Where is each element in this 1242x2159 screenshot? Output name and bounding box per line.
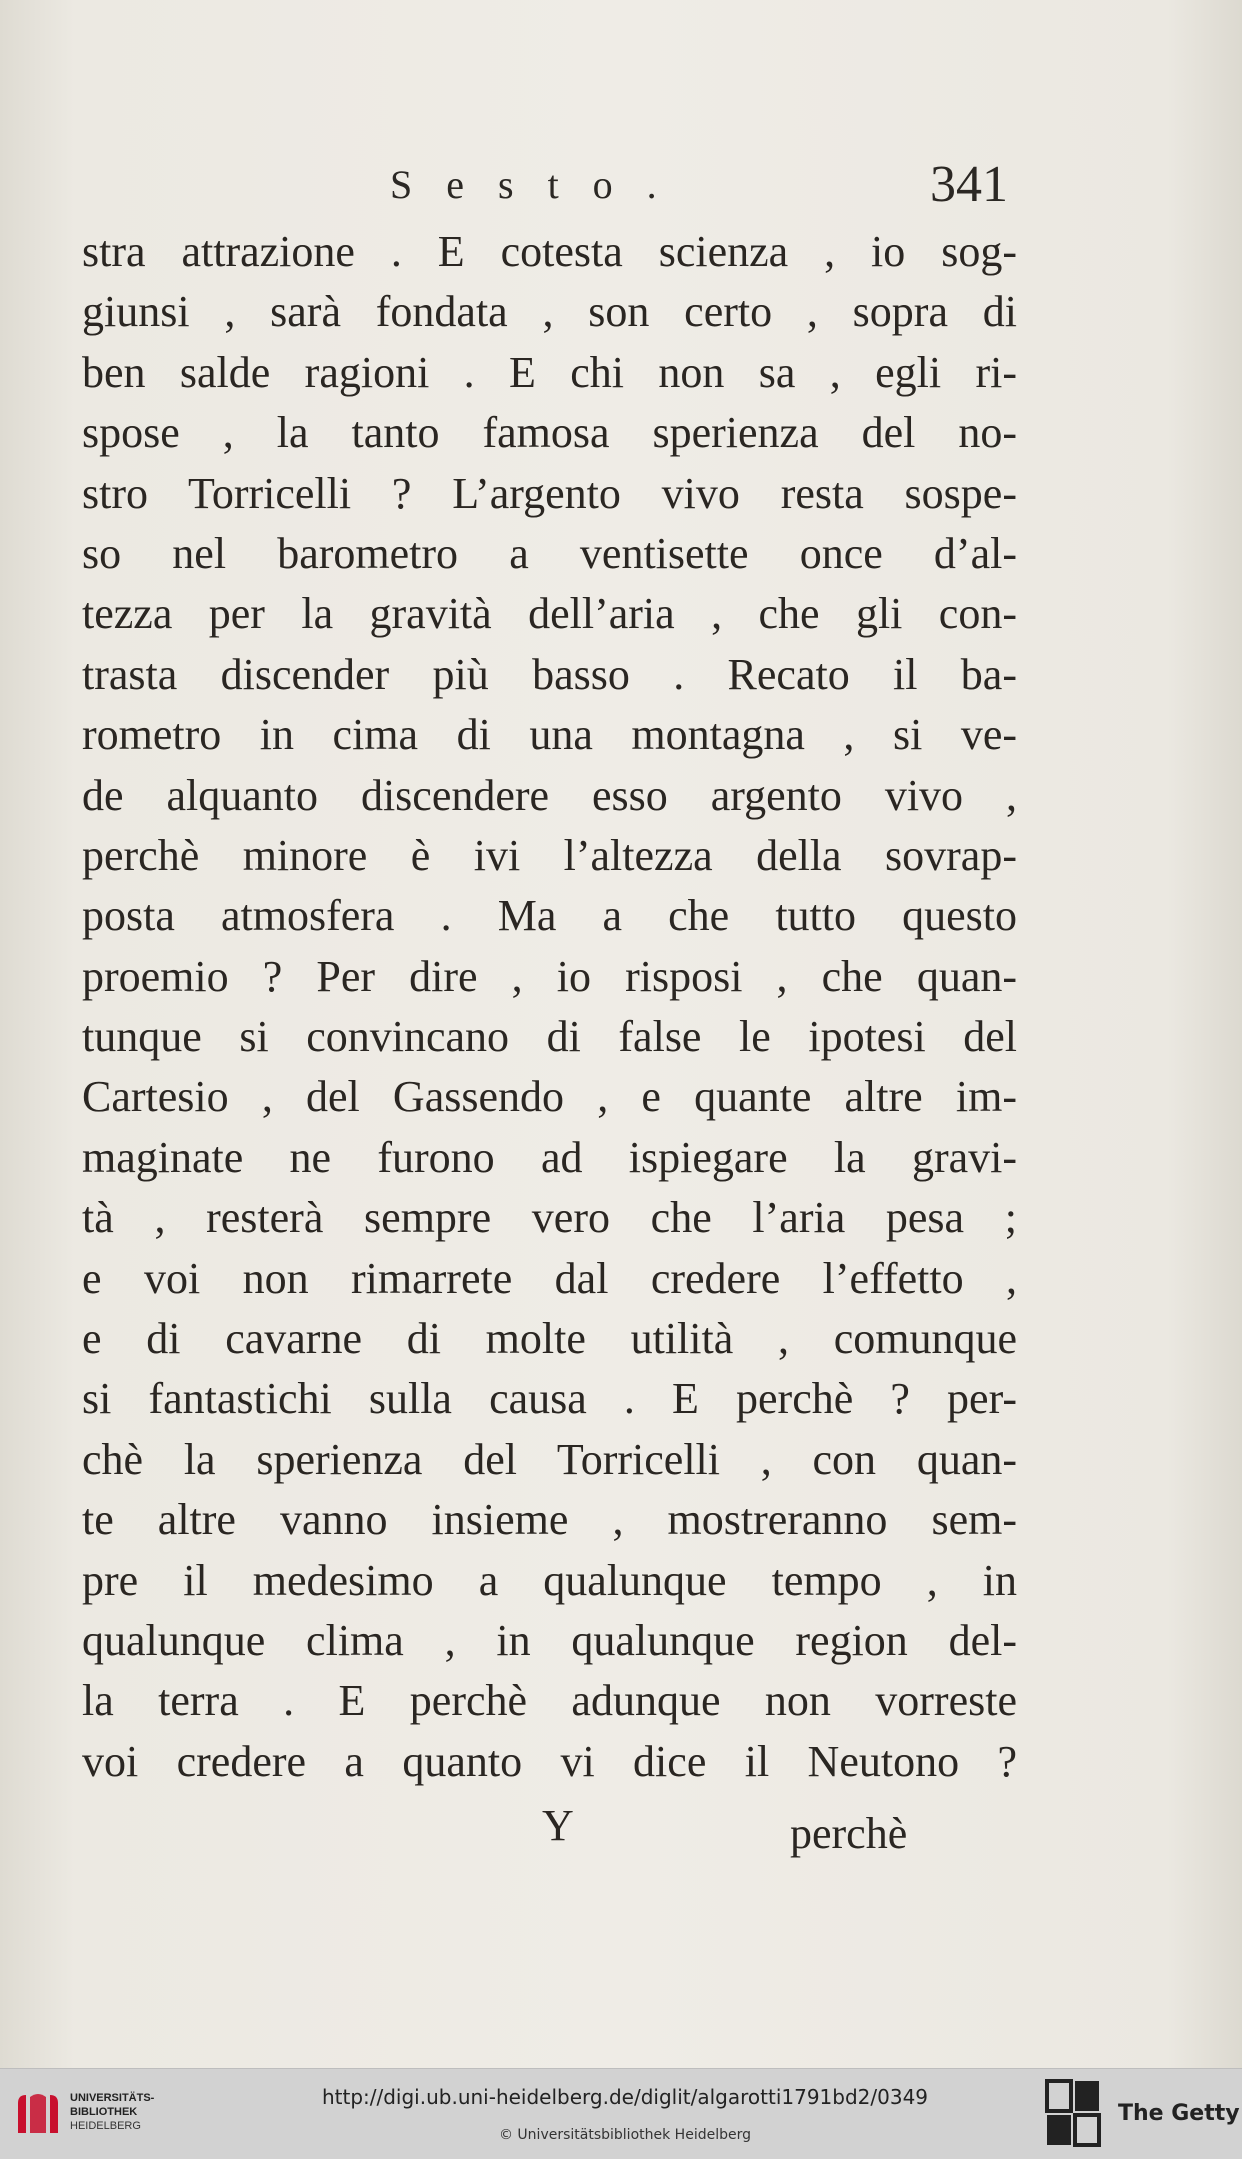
- copyright-notice: © Universitätsbibliothek Heidelberg: [498, 2127, 751, 2143]
- text-line: giunsi , sarà fondata , son certo , sopra di: [82, 287, 1017, 337]
- text-line: Cartesio , del Gassendo , e quante altre im-: [82, 1072, 1017, 1122]
- text-line: stro Torricelli ? L’argento vivo resta sospe-: [82, 468, 1017, 518]
- text-line: la terra . E perchè adunque non vorreste: [82, 1676, 1017, 1726]
- text-line: tà , resterà sempre vero che l’aria pesa ;: [82, 1193, 1017, 1243]
- library-name-line: HEIDELBERG: [70, 2120, 141, 2132]
- text-line: qualunque clima , in qualunque region del-: [82, 1615, 1017, 1665]
- text-line: spose , la tanto famosa sperienza del no-: [82, 408, 1017, 458]
- text-line: de alquanto discendere esso argento vivo ,: [82, 770, 1017, 820]
- library-name-line: UNIVERSITÄTS-: [70, 2092, 155, 2104]
- text-line: proemio ? Per dire , io risposi , che quan-: [82, 951, 1017, 1001]
- text-line: rometro in cima di una montagna , si ve-: [82, 710, 1017, 760]
- text-line: e di cavarne di molte utilità , comunque: [82, 1314, 1017, 1364]
- text-line: stra attrazione . E cotesta scienza , io sog-: [82, 227, 1017, 276]
- text-line: e voi non rimarrete dal credere l’effetto ,: [82, 1253, 1017, 1303]
- text-line: te altre vanno insieme , mostreranno sem-: [82, 1495, 1017, 1545]
- text-line: ben salde ragioni . E chi non sa , egli ri-: [82, 347, 1017, 397]
- text-line: so nel barometro a ventisette once d’al-: [82, 528, 1017, 578]
- viewer-footer: [0, 2068, 1242, 2159]
- running-head-title: Sesto.: [390, 162, 691, 207]
- catchword: perchè: [790, 1809, 908, 1858]
- library-name-line: BIBLIOTHEK: [70, 2106, 138, 2118]
- library-name: [70, 2091, 154, 2133]
- text-line: voi credere a quanto vi dice il Neutono ?: [82, 1736, 1017, 1786]
- page-foot: [0, 1800, 1242, 1870]
- text-line: maginate ne furono ad ispiegare la gravi-: [82, 1132, 1017, 1182]
- text-line: tezza per la gravità dell’aria , che gli con-: [82, 589, 1017, 639]
- permalink-url[interactable]: http://digi.ub.uni-heidelberg.de/diglit/algarotti1791bd2/0349: [321, 2085, 929, 2109]
- text-line: si fantastichi sulla causa . E perchè ? per-: [82, 1374, 1017, 1424]
- body-text: [82, 222, 1017, 1792]
- university-library-logo-icon: [10, 2087, 66, 2141]
- running-head: [0, 155, 1242, 225]
- text-line: pre il medesimo a qualunque tempo , in: [82, 1555, 1017, 1605]
- text-line: tunque si convincano di false le ipotesi del: [82, 1012, 1017, 1062]
- signature-mark: Y: [542, 1801, 574, 1850]
- text-line: chè la sperienza del Torricelli , con quan-: [82, 1434, 1017, 1484]
- text-line: posta atmosfera . Ma a che tutto questo: [82, 891, 1017, 941]
- getty-logo-icon: [1045, 2079, 1101, 2149]
- text-line: perchè minore è ivi l’altezza della sovrap-: [82, 830, 1017, 880]
- page-number: 341: [930, 156, 1008, 213]
- partner-name: The Getty: [1118, 2101, 1240, 2126]
- text-line: trasta discender più basso . Recato il ba-: [82, 649, 1017, 699]
